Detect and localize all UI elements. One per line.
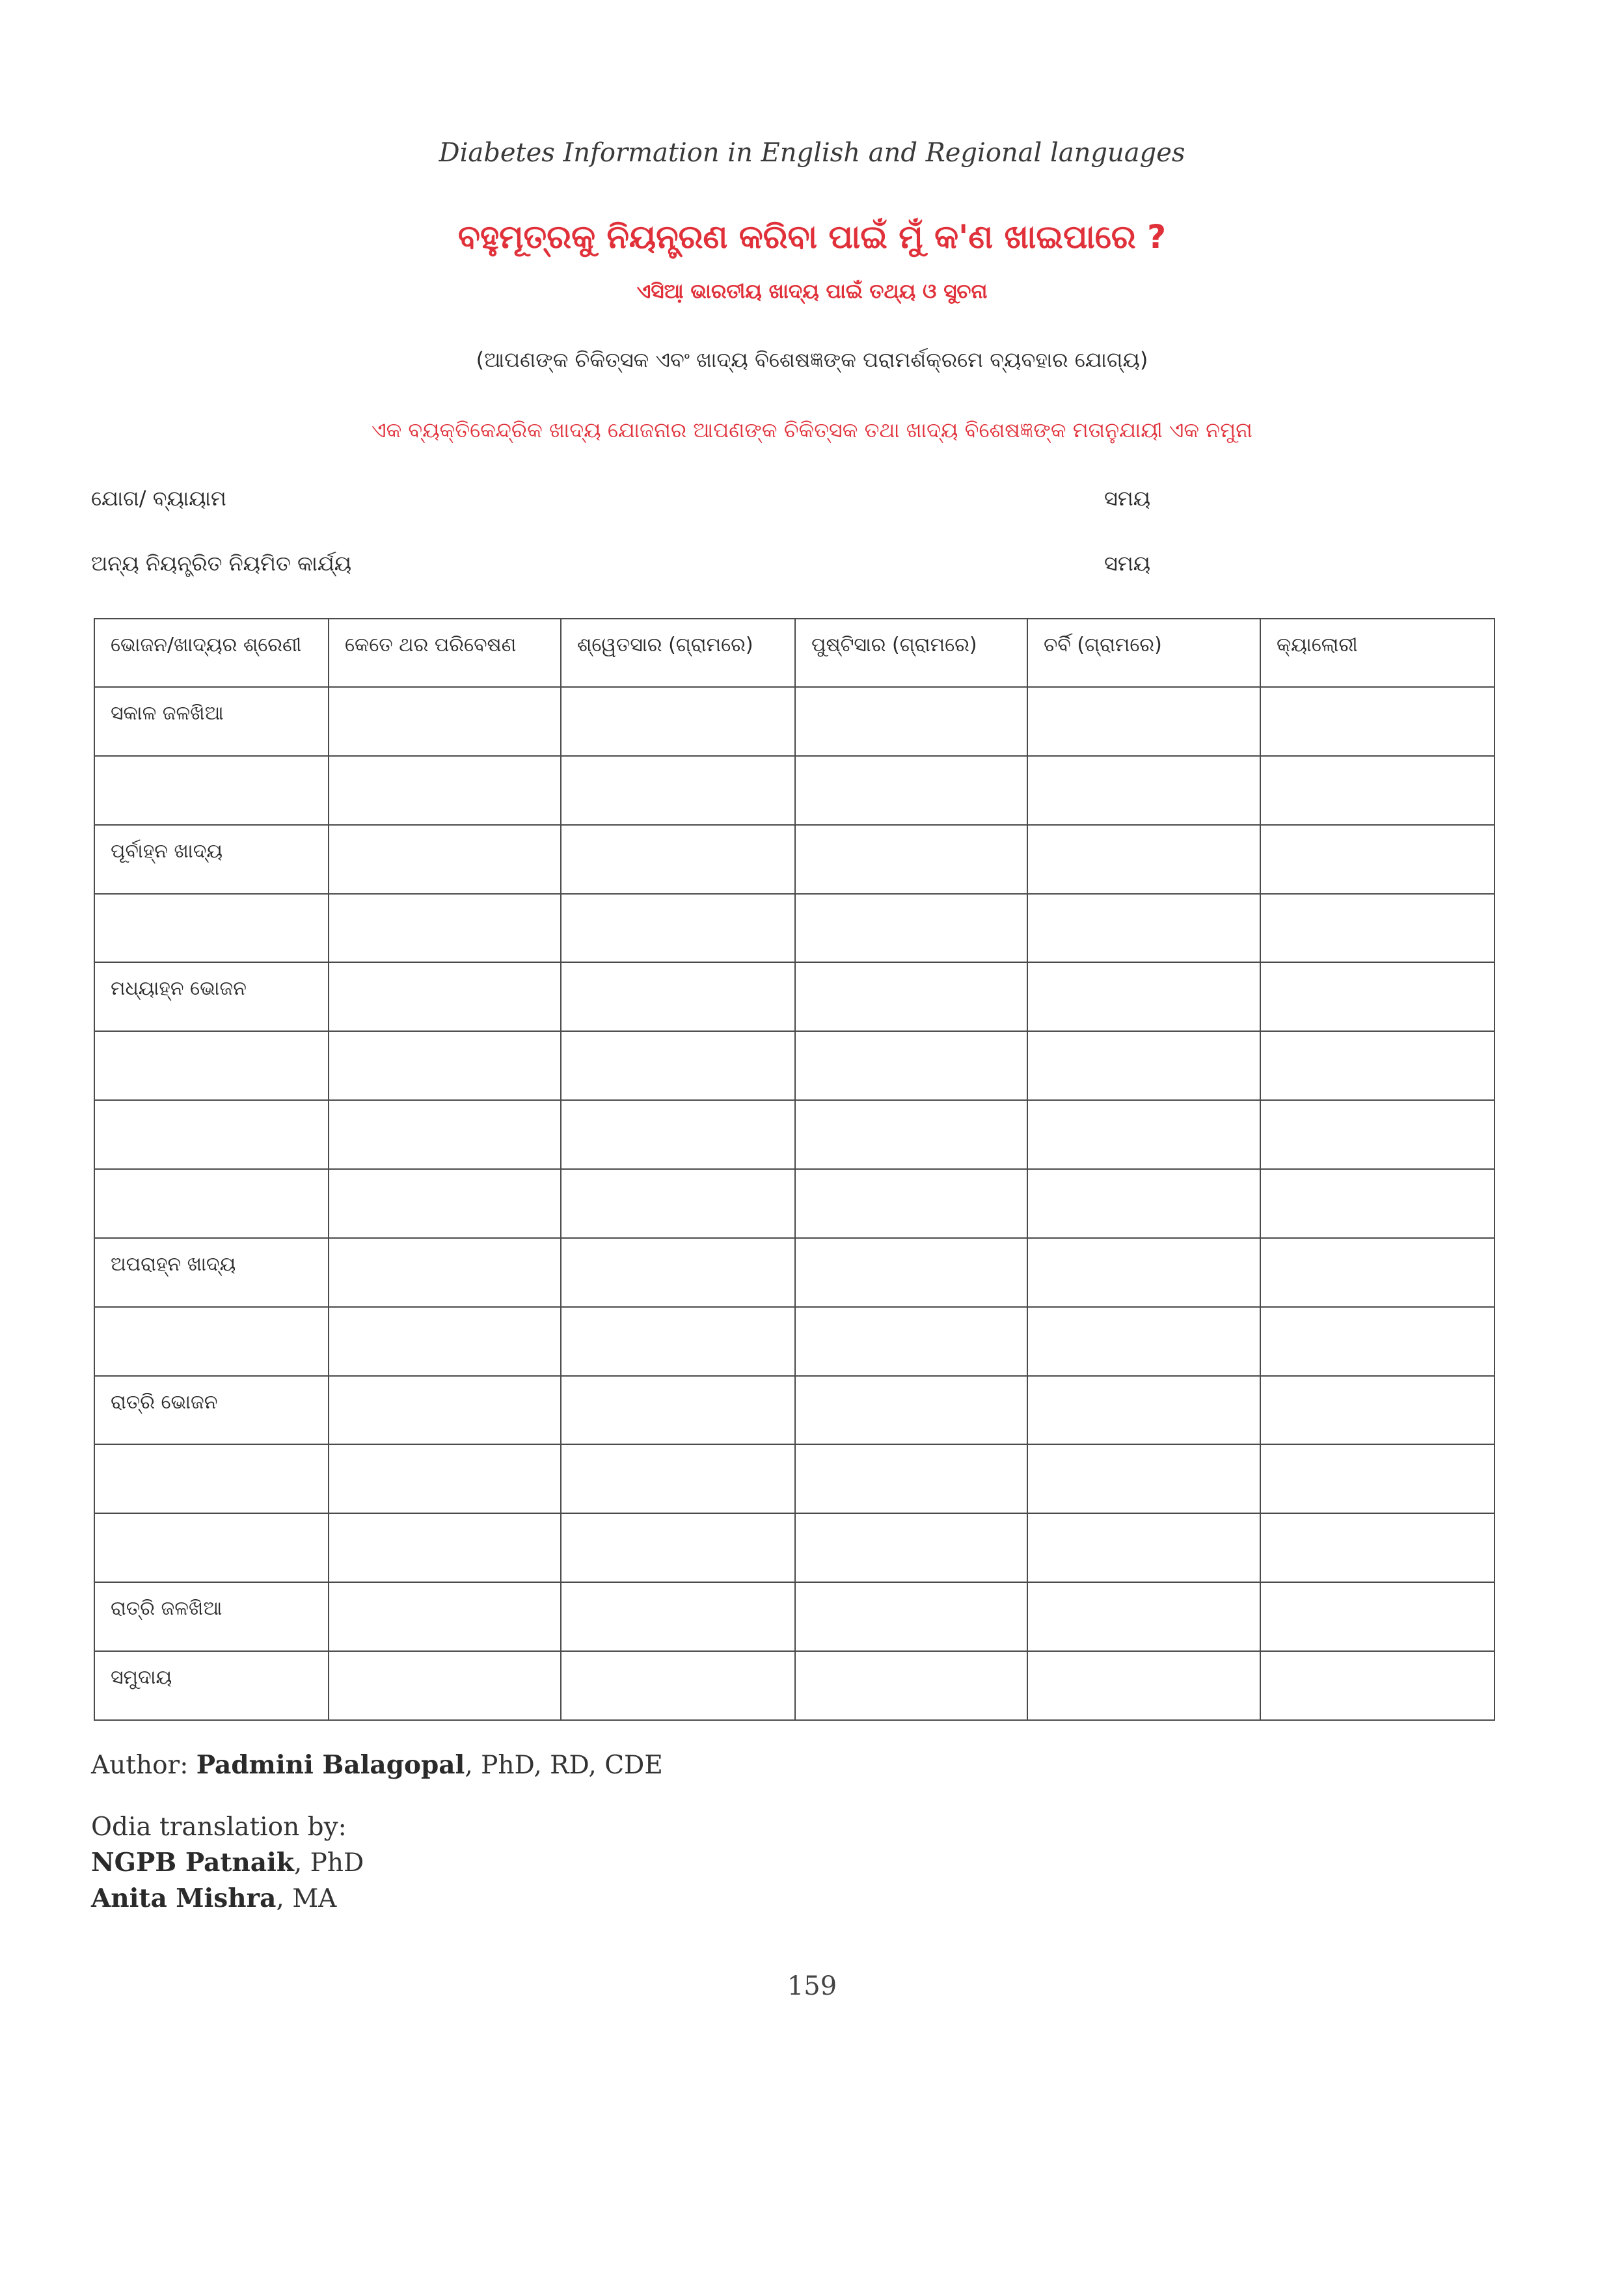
entry-cell[interactable]	[561, 756, 795, 825]
author-name: Padmini Balagopal	[196, 1750, 465, 1780]
table-row	[94, 1238, 1495, 1307]
entry-cell[interactable]	[329, 756, 561, 825]
meal-label-cell: ରାତ୍ରି ଭୋଜନ	[94, 1376, 329, 1445]
entry-cell[interactable]	[329, 1031, 561, 1100]
entry-cell[interactable]	[561, 1169, 795, 1238]
entry-cell[interactable]	[1027, 1444, 1260, 1513]
entry-cell[interactable]	[1027, 1307, 1260, 1376]
entry-cell[interactable]	[561, 1031, 795, 1100]
header-carbohydrate: ଶ୍ୱେତସାର (ଗ୍ରାମରେ)	[561, 619, 795, 687]
entry-cell[interactable]	[1027, 687, 1260, 756]
entry-cell[interactable]	[1260, 1444, 1495, 1513]
meal-label-cell: ରାତ୍ରି ଜଳଖିଆ	[94, 1582, 329, 1651]
header-fat: ଚର୍ବି (ଗ୍ରାମରେ)	[1027, 619, 1260, 687]
entry-cell[interactable]	[795, 1238, 1027, 1307]
author-credit	[91, 1750, 663, 1780]
table-row	[94, 962, 1495, 1031]
table-row	[94, 1513, 1495, 1582]
entry-cell[interactable]	[561, 687, 795, 756]
entry-cell[interactable]	[329, 962, 561, 1031]
entry-cell[interactable]	[1027, 894, 1260, 963]
entry-cell[interactable]	[795, 1031, 1027, 1100]
meal-label-cell: ପୂର୍ବାହ୍ନ ଖାଦ୍ୟ	[94, 825, 329, 894]
entry-cell[interactable]	[561, 1100, 795, 1169]
entry-cell[interactable]	[795, 825, 1027, 894]
entry-cell[interactable]	[1260, 1238, 1495, 1307]
entry-cell[interactable]	[329, 1376, 561, 1445]
entry-cell[interactable]	[795, 894, 1027, 963]
entry-cell[interactable]	[329, 1513, 561, 1582]
sample-plan-caption: ଏକ ବ୍ୟକ୍ତିକେନ୍ଦ୍ରିକ ଖାଦ୍ୟ ଯୋଜନାର ଆପଣଙ୍କ ଚିକିତ୍ସକ ତଥା ଖାଦ୍ୟ ବିଶେଷଜ୍ଞଙ୍କ ମତାନୁଯାୟୀ ଏକ ନମୁନା	[372, 418, 1252, 442]
entry-cell[interactable]	[561, 825, 795, 894]
entry-cell[interactable]	[561, 1513, 795, 1582]
entry-cell[interactable]	[561, 1582, 795, 1651]
table-header-row	[94, 619, 1495, 687]
other-activity-label: ଅନ୍ୟ ନିୟନ୍ତ୍ରିତ ନିୟମିତ କାର୍ଯ୍ୟ	[91, 551, 352, 576]
entry-cell[interactable]	[1027, 825, 1260, 894]
entry-cell[interactable]	[1260, 1307, 1495, 1376]
entry-cell[interactable]	[1027, 1651, 1260, 1720]
page-number: 159	[787, 1971, 837, 2001]
exercise-label: ଯୋଗ/ ବ୍ୟାୟାମ	[91, 486, 226, 511]
author-suffix: , PhD, RD, CDE	[465, 1751, 663, 1780]
table-row	[94, 1582, 1495, 1651]
entry-cell[interactable]	[329, 1582, 561, 1651]
entry-cell[interactable]	[1260, 1582, 1495, 1651]
entry-cell[interactable]	[1027, 1582, 1260, 1651]
entry-cell[interactable]	[795, 1307, 1027, 1376]
entry-cell[interactable]	[329, 825, 561, 894]
meal-label-cell: ଅପରାହ୍ନ ଖାଦ୍ୟ	[94, 1238, 329, 1307]
entry-cell[interactable]	[329, 1307, 561, 1376]
meal-label-cell	[94, 1307, 329, 1376]
entry-cell[interactable]	[561, 1651, 795, 1720]
meal-label-cell	[94, 1169, 329, 1238]
entry-cell[interactable]	[1027, 1100, 1260, 1169]
entry-cell[interactable]	[329, 1169, 561, 1238]
entry-cell[interactable]	[1260, 687, 1495, 756]
entry-cell[interactable]	[1027, 1513, 1260, 1582]
entry-cell[interactable]	[329, 1100, 561, 1169]
entry-cell[interactable]	[1260, 962, 1495, 1031]
entry-cell[interactable]	[561, 1307, 795, 1376]
meal-label-cell: ମଧ୍ୟାହ୍ନ ଭୋଜନ	[94, 962, 329, 1031]
entry-cell[interactable]	[1027, 1169, 1260, 1238]
entry-cell[interactable]	[561, 962, 795, 1031]
entry-cell[interactable]	[1260, 1376, 1495, 1445]
entry-cell[interactable]	[561, 894, 795, 963]
table-row	[94, 1031, 1495, 1100]
meal-label-cell: ସମୁଦାୟ	[94, 1651, 329, 1720]
entry-cell[interactable]	[795, 1169, 1027, 1238]
meal-plan-table	[94, 618, 1495, 1721]
meal-label-cell	[94, 1444, 329, 1513]
table-row	[94, 1307, 1495, 1376]
entry-cell[interactable]	[795, 687, 1027, 756]
table-row	[94, 1169, 1495, 1238]
translator-1-name: NGPB Patnaik	[91, 1848, 294, 1878]
entry-cell[interactable]	[561, 1238, 795, 1307]
exercise-time-label: ସମୟ	[1104, 486, 1151, 511]
table-row	[94, 1376, 1495, 1445]
translator-2-name: Anita Mishra	[91, 1883, 277, 1913]
entry-cell[interactable]	[1260, 1100, 1495, 1169]
header-protein: ପୁଷ୍ଟିସାର (ଗ୍ରାମରେ)	[795, 619, 1027, 687]
translation-label: Odia translation by:	[91, 1812, 347, 1842]
table-row	[94, 687, 1495, 756]
page-title: ବହୁମୂତ୍ରକୁ ନିୟନ୍ତ୍ରଣ କରିବା ପାଇଁ ମୁଁ କ'ଣ ଖାଇପାରେ ?	[457, 218, 1167, 256]
entry-cell[interactable]	[795, 1651, 1027, 1720]
entry-cell[interactable]	[329, 687, 561, 756]
entry-cell[interactable]	[1260, 1169, 1495, 1238]
meal-label-cell	[94, 756, 329, 825]
entry-cell[interactable]	[1260, 894, 1495, 963]
meal-label-cell	[94, 1031, 329, 1100]
usage-note: (ଆପଣଙ୍କ ଚିକିତ୍ସକ ଏବଂ ଖାଦ୍ୟ ବିଶେଷଜ୍ଞଙ୍କ ପରାମର୍ଶକ୍ରମେ ବ୍ୟବହାର ଯୋଗ୍ୟ)	[476, 347, 1148, 372]
meal-label-cell	[94, 1100, 329, 1169]
entry-cell[interactable]	[1027, 756, 1260, 825]
entry-cell[interactable]	[1260, 1513, 1495, 1582]
meal-label-cell	[94, 894, 329, 963]
entry-cell[interactable]	[1027, 1376, 1260, 1445]
other-activity-time-label: ସମୟ	[1104, 551, 1151, 576]
table-row	[94, 1651, 1495, 1720]
entry-cell[interactable]	[561, 1444, 795, 1513]
entry-cell[interactable]	[795, 962, 1027, 1031]
table-row	[94, 894, 1495, 963]
translator-2-suffix: , MA	[276, 1884, 337, 1913]
page-subtitle: ଏସିଆ଼ ଭାରତୀୟ ଖାଦ୍ୟ ପାଇଁ ତଥ୍ୟ ଓ ସୁଚନା	[636, 280, 988, 303]
entry-cell[interactable]	[329, 1651, 561, 1720]
header-calories: କ୍ୟାଲୋରୀ	[1260, 619, 1495, 687]
entry-cell[interactable]	[795, 1513, 1027, 1582]
meal-label-cell	[94, 1513, 329, 1582]
translator-1	[91, 1848, 364, 1878]
translator-2	[91, 1883, 336, 1913]
entry-cell[interactable]	[561, 1376, 795, 1445]
entry-cell[interactable]	[1027, 962, 1260, 1031]
table-body	[94, 687, 1495, 1720]
table-row	[94, 1444, 1495, 1513]
meal-label-cell: ସକାଳ ଜଳଖିଆ	[94, 687, 329, 756]
entry-cell[interactable]	[329, 1444, 561, 1513]
translator-1-suffix: , PhD	[293, 1848, 364, 1878]
entry-cell[interactable]	[795, 756, 1027, 825]
entry-cell[interactable]	[1260, 825, 1495, 894]
header-servings: କେତେ ଥର ପରିବେଷଣ	[329, 619, 561, 687]
table-row	[94, 1100, 1495, 1169]
entry-cell[interactable]	[795, 1444, 1027, 1513]
entry-cell[interactable]	[795, 1582, 1027, 1651]
entry-cell[interactable]	[1260, 1651, 1495, 1720]
table-row	[94, 825, 1495, 894]
header-meal-category: ଭୋଜନ/ଖାଦ୍ୟର ଶ୍ରେଣୀ	[94, 619, 329, 687]
entry-cell[interactable]	[329, 894, 561, 963]
entry-cell[interactable]	[795, 1376, 1027, 1445]
entry-cell[interactable]	[329, 1238, 561, 1307]
table-row	[94, 756, 1495, 825]
entry-cell[interactable]	[1027, 1031, 1260, 1100]
entry-cell[interactable]	[795, 1100, 1027, 1169]
entry-cell[interactable]	[1260, 1031, 1495, 1100]
entry-cell[interactable]	[1027, 1238, 1260, 1307]
entry-cell[interactable]	[1260, 756, 1495, 825]
author-prefix: Author:	[91, 1751, 196, 1780]
running-head: Diabetes Information in English and Regional languages	[439, 138, 1185, 168]
